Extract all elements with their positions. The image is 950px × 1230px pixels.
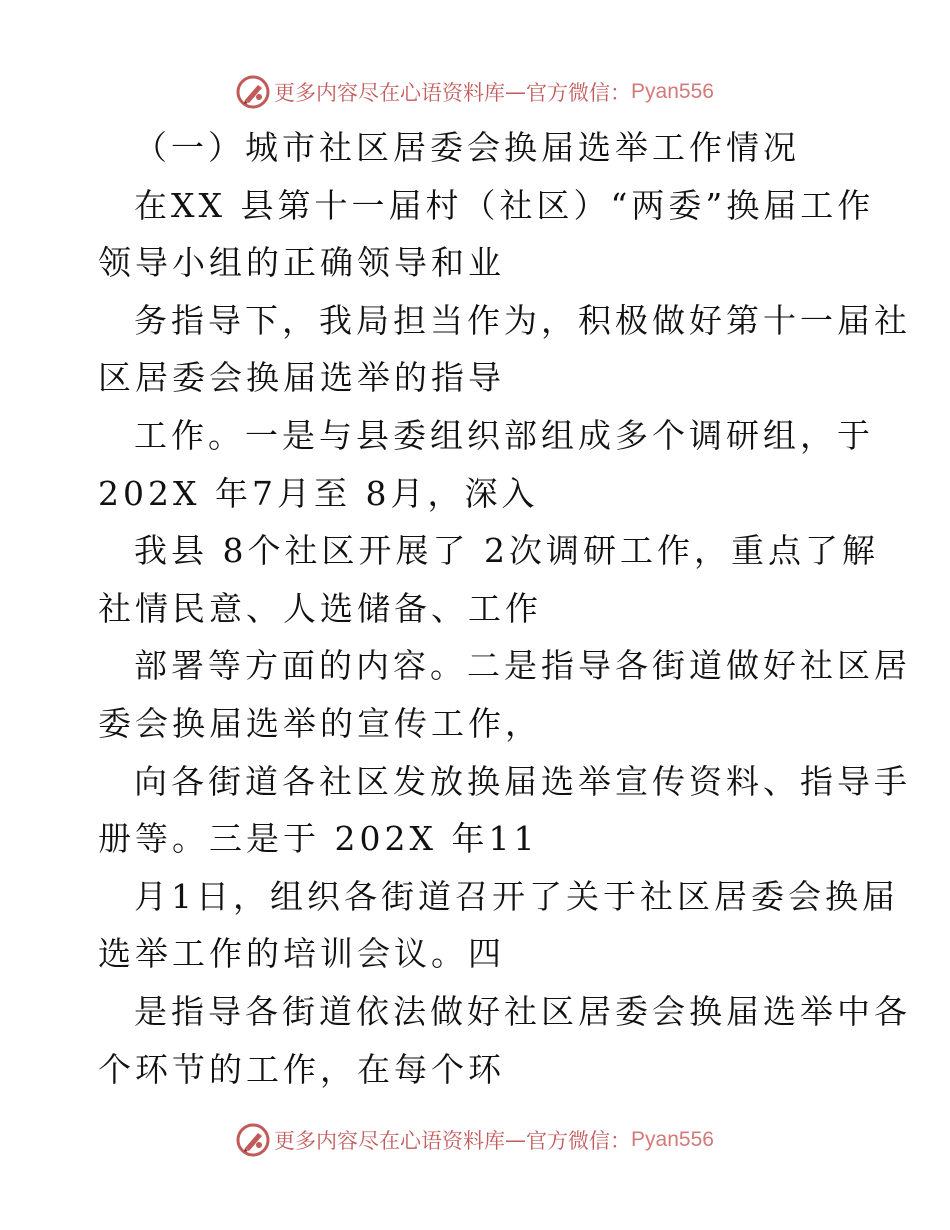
body-line: 社情民意、人选储备、工作 — [98, 589, 542, 628]
body-line: 务指导下，我局担当作为，积极做好第十一届社 — [134, 301, 911, 340]
pen-logo-icon — [236, 75, 270, 109]
banner-official-text: 官方微信： — [526, 81, 632, 105]
banner-wechat-id: Pyan556 — [631, 1128, 714, 1151]
header-banner — [0, 72, 950, 112]
body-line: 区居委会换届选举的指导 — [98, 358, 505, 397]
pen-logo-icon — [236, 1123, 270, 1157]
banner-wechat-id: Pyan556 — [631, 80, 714, 103]
body-line: 向各街道各社区发放换届选举宣传资料、指导手 — [134, 762, 911, 801]
body-line: 工作。一是与县委组织部组成多个调研组，于 — [134, 416, 874, 455]
body-line: 月1日，组织各街道召开了关于社区居委会换届 — [134, 877, 899, 916]
footer-banner — [0, 1120, 950, 1160]
body-line: 是指导各街道依法做好社区居委会换届选举中各 — [134, 992, 911, 1031]
banner-dash: — — [505, 80, 527, 104]
banner-main-text: 更多内容尽在心语资料库 — [274, 1129, 506, 1153]
body-line: 我县 8个社区开展了 2次调研工作，重点了解 — [134, 531, 879, 570]
body-line: 个环节的工作，在每个环 — [98, 1050, 505, 1089]
banner-official-text: 官方微信： — [526, 1129, 632, 1153]
body-line: 册等。三是于 202X 年11 — [98, 819, 539, 858]
section-heading: （一）城市社区居委会换届选举工作情况 — [134, 128, 800, 167]
body-line: 202X 年7月至 8月，深入 — [98, 474, 539, 513]
banner-main-text: 更多内容尽在心语资料库 — [274, 81, 506, 105]
body-line: 部署等方面的内容。二是指导各街道做好社区居 — [134, 646, 911, 685]
body-line: 委会换届选举的宣传工作， — [98, 704, 542, 743]
body-line: 在XX 县第十一届村（社区）“两委”换届工作 — [134, 186, 875, 225]
banner-dash: — — [505, 1128, 527, 1152]
body-line: 选举工作的培训会议。四 — [98, 934, 505, 973]
body-line: 领导小组的正确领导和业 — [98, 243, 505, 282]
